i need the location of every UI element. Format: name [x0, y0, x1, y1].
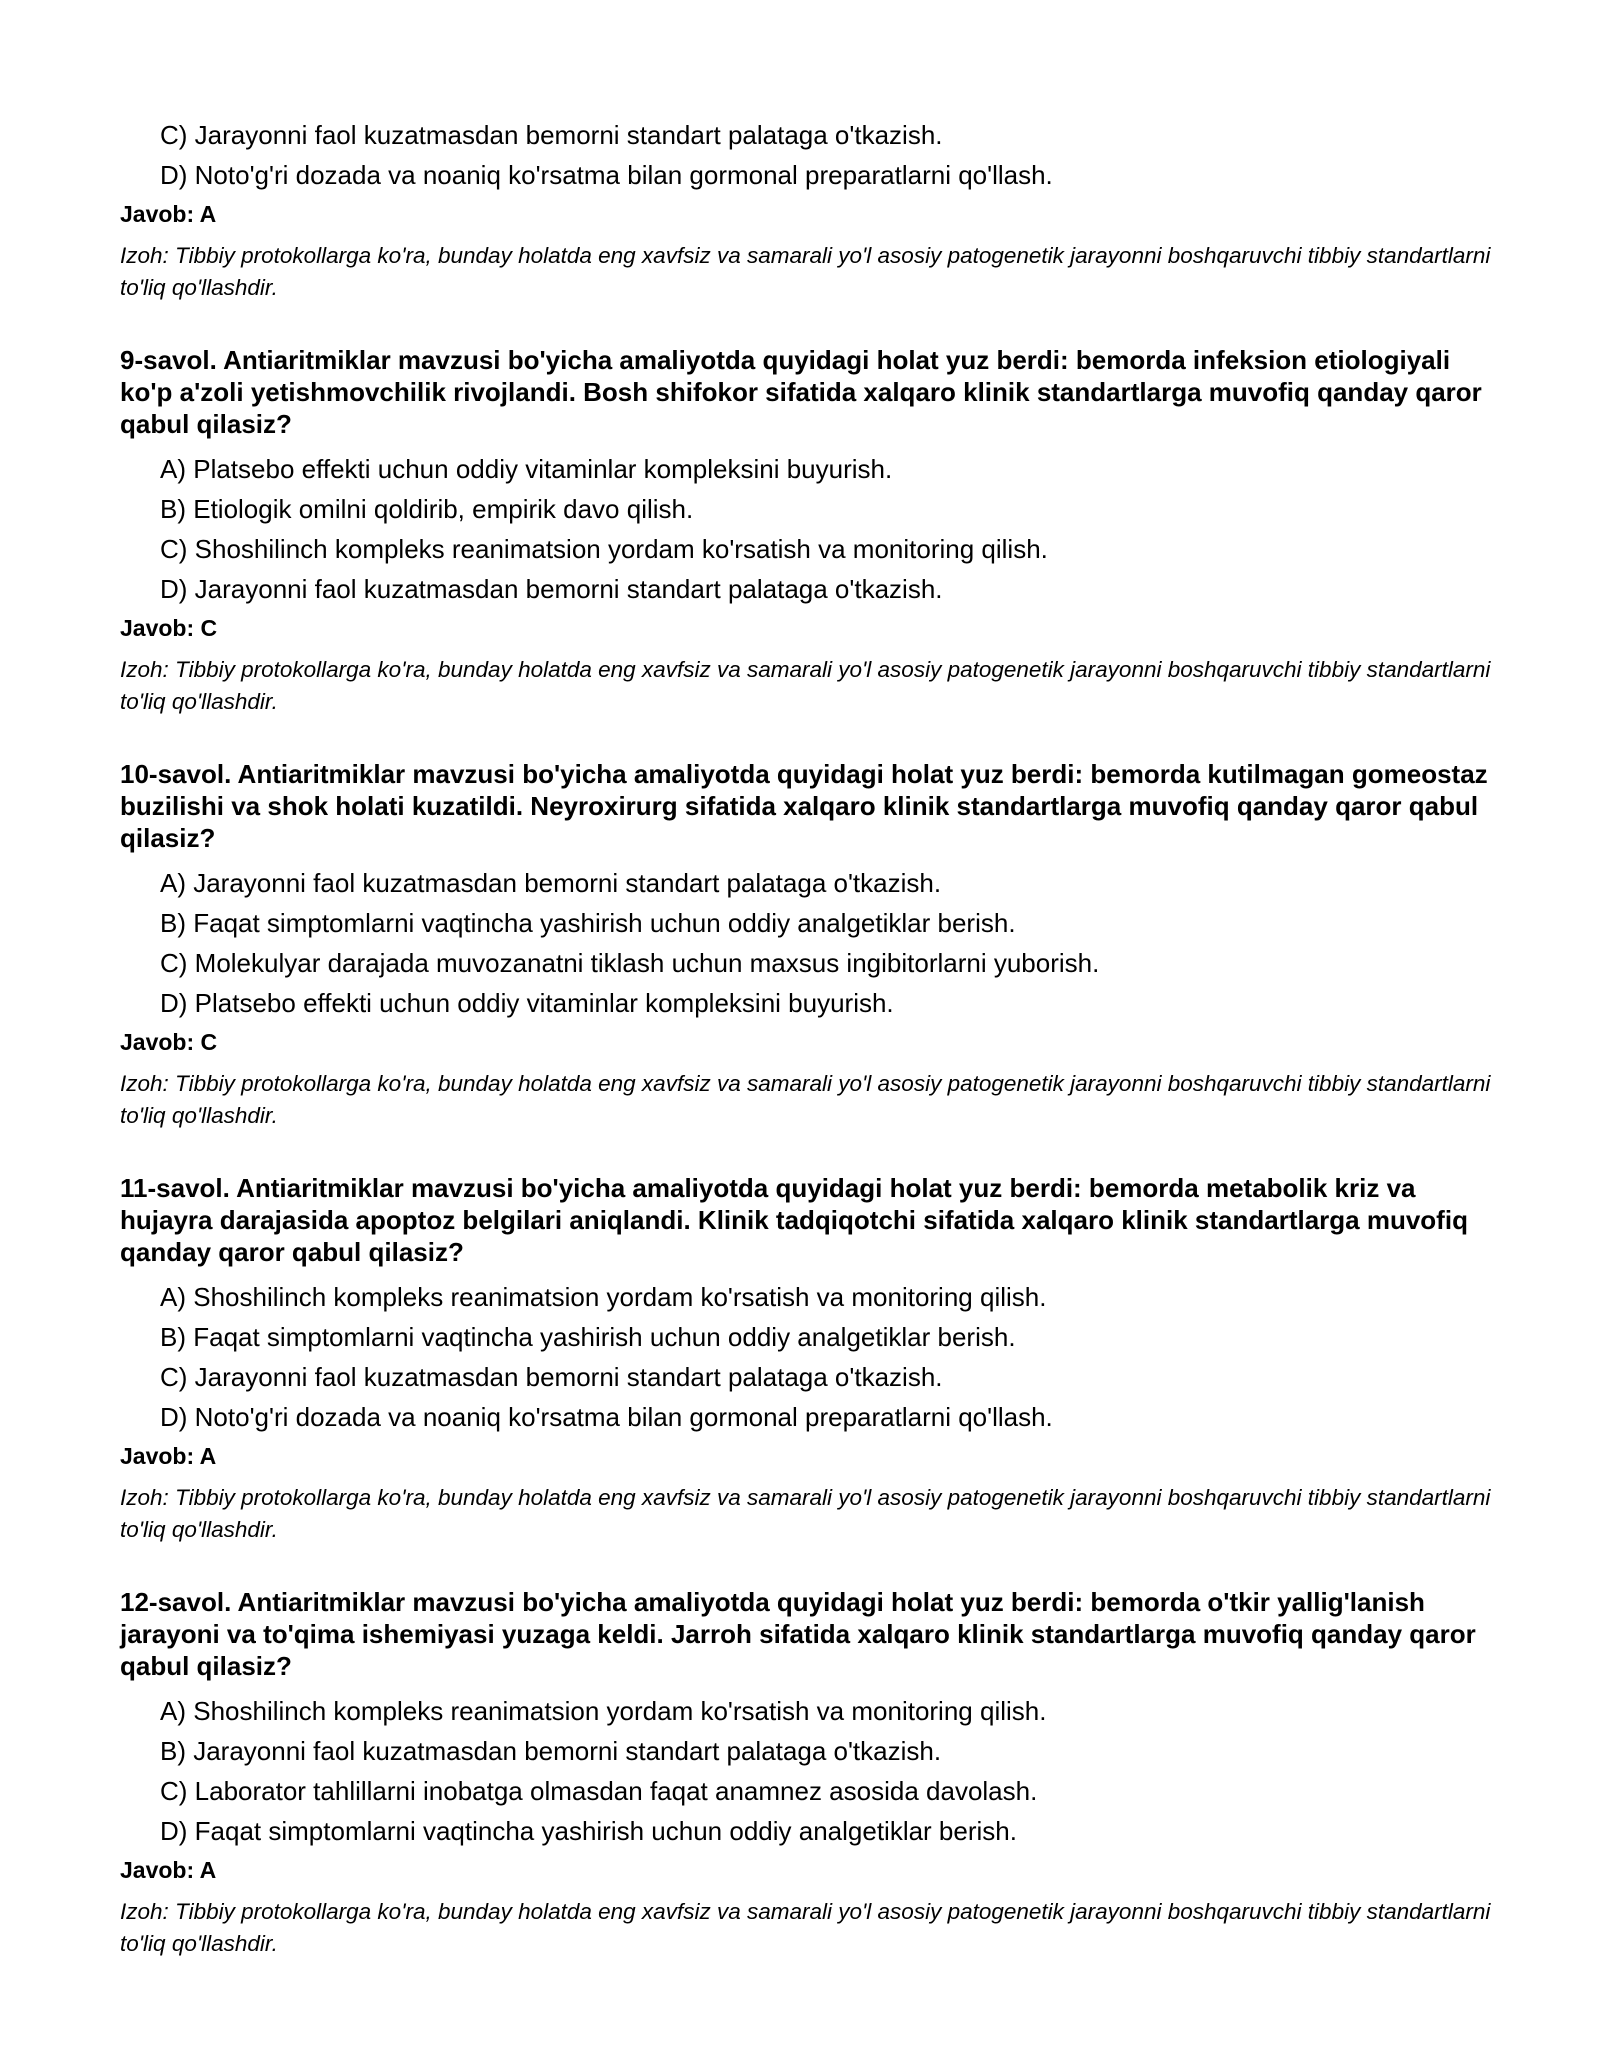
option-a: A) Shoshilinch kompleks reanimatsion yordam ko'rsatish va monitoring qilish.: [160, 1696, 1047, 1726]
option-b: B) Jarayonni faol kuzatmasdan bemorni standart palataga o'tkazish.: [160, 1736, 942, 1766]
explanation-note: Izoh: Tibbiy protokollarga ko'ra, bunday holatda eng xavfsiz va samarali yo'l asosiy patogenetik jarayonni boshqaruvchi tibbiy standartlarni to'liq qo'llashdir.: [120, 1071, 1491, 1128]
option-d: D) Noto'g'ri dozada va noaniq ko'rsatma bilan gormonal preparatlarni qo'llash.: [160, 1402, 1053, 1432]
option-b: B) Faqat simptomlarni vaqtincha yashirish uchun oddiy analgetiklar berish.: [160, 1322, 1016, 1352]
question-10: [120, 758, 1500, 1132]
option-d: D) Jarayonni faol kuzatmasdan bemorni standart palataga o'tkazish.: [160, 574, 943, 604]
correct-answer: Javob: A: [120, 1443, 217, 1469]
answer-options: [120, 1282, 1500, 1432]
answer-options: [120, 1696, 1500, 1846]
explanation-note: Izoh: Tibbiy protokollarga ko'ra, bunday holatda eng xavfsiz va samarali yo'l asosiy patogenetik jarayonni boshqaruvchi tibbiy standartlarni to'liq qo'llashdir.: [120, 657, 1491, 714]
question-title: 12-savol. Antiaritmiklar mavzusi bo'yicha amaliyotda quyidagi holat yuz berdi: bemorda o'tkir yallig'lanish jarayoni va to'qima ishemiyasi yuzaga keldi. Jarroh sifatida xalqaro klinik standartlarga muvofiq qanday qaror qabul qilasiz?: [120, 1587, 1476, 1681]
question-title: 9-savol. Antiaritmiklar mavzusi bo'yicha amaliyotda quyidagi holat yuz berdi: bemorda infeksion etiologiyali ko'p a'zoli yetishmovchilik rivojlandi. Bosh shifokor sifatida xalqaro klinik standartlarga muvofiq qanday qaror qabul qilasiz?: [120, 345, 1482, 439]
answer-options: [120, 454, 1500, 604]
question-title: 11-savol. Antiaritmiklar mavzusi bo'yicha amaliyotda quyidagi holat yuz berdi: bemorda metabolik kriz va hujayra darajasida apoptoz belgilari aniqlandi. Klinik tadqiqotchi sifatida xalqaro klinik standartlarga muvofiq qanday qaror qabul qilasiz?: [120, 1173, 1468, 1267]
option-d: D) Platsebo effekti uchun oddiy vitaminlar kompleksini buyurish.: [160, 988, 894, 1018]
option-a: A) Platsebo effekti uchun oddiy vitaminlar kompleksini buyurish.: [160, 454, 893, 484]
option-a: A) Shoshilinch kompleks reanimatsion yordam ko'rsatish va monitoring qilish.: [160, 1282, 1047, 1312]
option-d: D) Faqat simptomlarni vaqtincha yashirish uchun oddiy analgetiklar berish.: [160, 1816, 1017, 1846]
option-b: B) Faqat simptomlarni vaqtincha yashirish uchun oddiy analgetiklar berish.: [160, 908, 1016, 938]
correct-answer: Javob: A: [120, 1857, 217, 1883]
option-c: C) Molekulyar darajada muvozanatni tiklash uchun maxsus ingibitorlarni yuborish.: [160, 948, 1100, 978]
question-9: [120, 344, 1500, 718]
question-12: [120, 1586, 1500, 1960]
correct-answer: Javob: C: [120, 1029, 218, 1055]
option-b: B) Etiologik omilni qoldirib, empirik davo qilish.: [160, 494, 694, 524]
option-c: C) Laborator tahlillarni inobatga olmasdan faqat anamnez asosida davolash.: [160, 1776, 1038, 1806]
explanation-note: Izoh: Tibbiy protokollarga ko'ra, bunday holatda eng xavfsiz va samarali yo'l asosiy patogenetik jarayonni boshqaruvchi tibbiy standartlarni to'liq qo'llashdir.: [120, 243, 1491, 300]
answer-options: [120, 868, 1500, 1018]
option-a: A) Jarayonni faol kuzatmasdan bemorni standart palataga o'tkazish.: [160, 868, 942, 898]
answer-options: [120, 120, 1500, 190]
explanation-note: Izoh: Tibbiy protokollarga ko'ra, bunday holatda eng xavfsiz va samarali yo'l asosiy patogenetik jarayonni boshqaruvchi tibbiy standartlarni to'liq qo'llashdir.: [120, 1485, 1491, 1542]
option-c: C) Shoshilinch kompleks reanimatsion yordam ko'rsatish va monitoring qilish.: [160, 534, 1048, 564]
document-page: [120, 120, 1500, 1960]
question-8-continuation: [120, 120, 1500, 304]
correct-answer: Javob: A: [120, 201, 217, 227]
option-c: C) Jarayonni faol kuzatmasdan bemorni standart palataga o'tkazish.: [160, 120, 943, 150]
explanation-note: Izoh: Tibbiy protokollarga ko'ra, bunday holatda eng xavfsiz va samarali yo'l asosiy patogenetik jarayonni boshqaruvchi tibbiy standartlarni to'liq qo'llashdir.: [120, 1899, 1491, 1956]
question-11: [120, 1172, 1500, 1546]
option-c: C) Jarayonni faol kuzatmasdan bemorni standart palataga o'tkazish.: [160, 1362, 943, 1392]
correct-answer: Javob: C: [120, 615, 218, 641]
question-title: 10-savol. Antiaritmiklar mavzusi bo'yicha amaliyotda quyidagi holat yuz berdi: bemorda kutilmagan gomeostaz buzilishi va shok holati kuzatildi. Neyroxirurg sifatida xalqaro klinik standartlarga muvofiq qanday qaror qabul qilasiz?: [120, 759, 1488, 853]
option-d: D) Noto'g'ri dozada va noaniq ko'rsatma bilan gormonal preparatlarni qo'llash.: [160, 160, 1053, 190]
